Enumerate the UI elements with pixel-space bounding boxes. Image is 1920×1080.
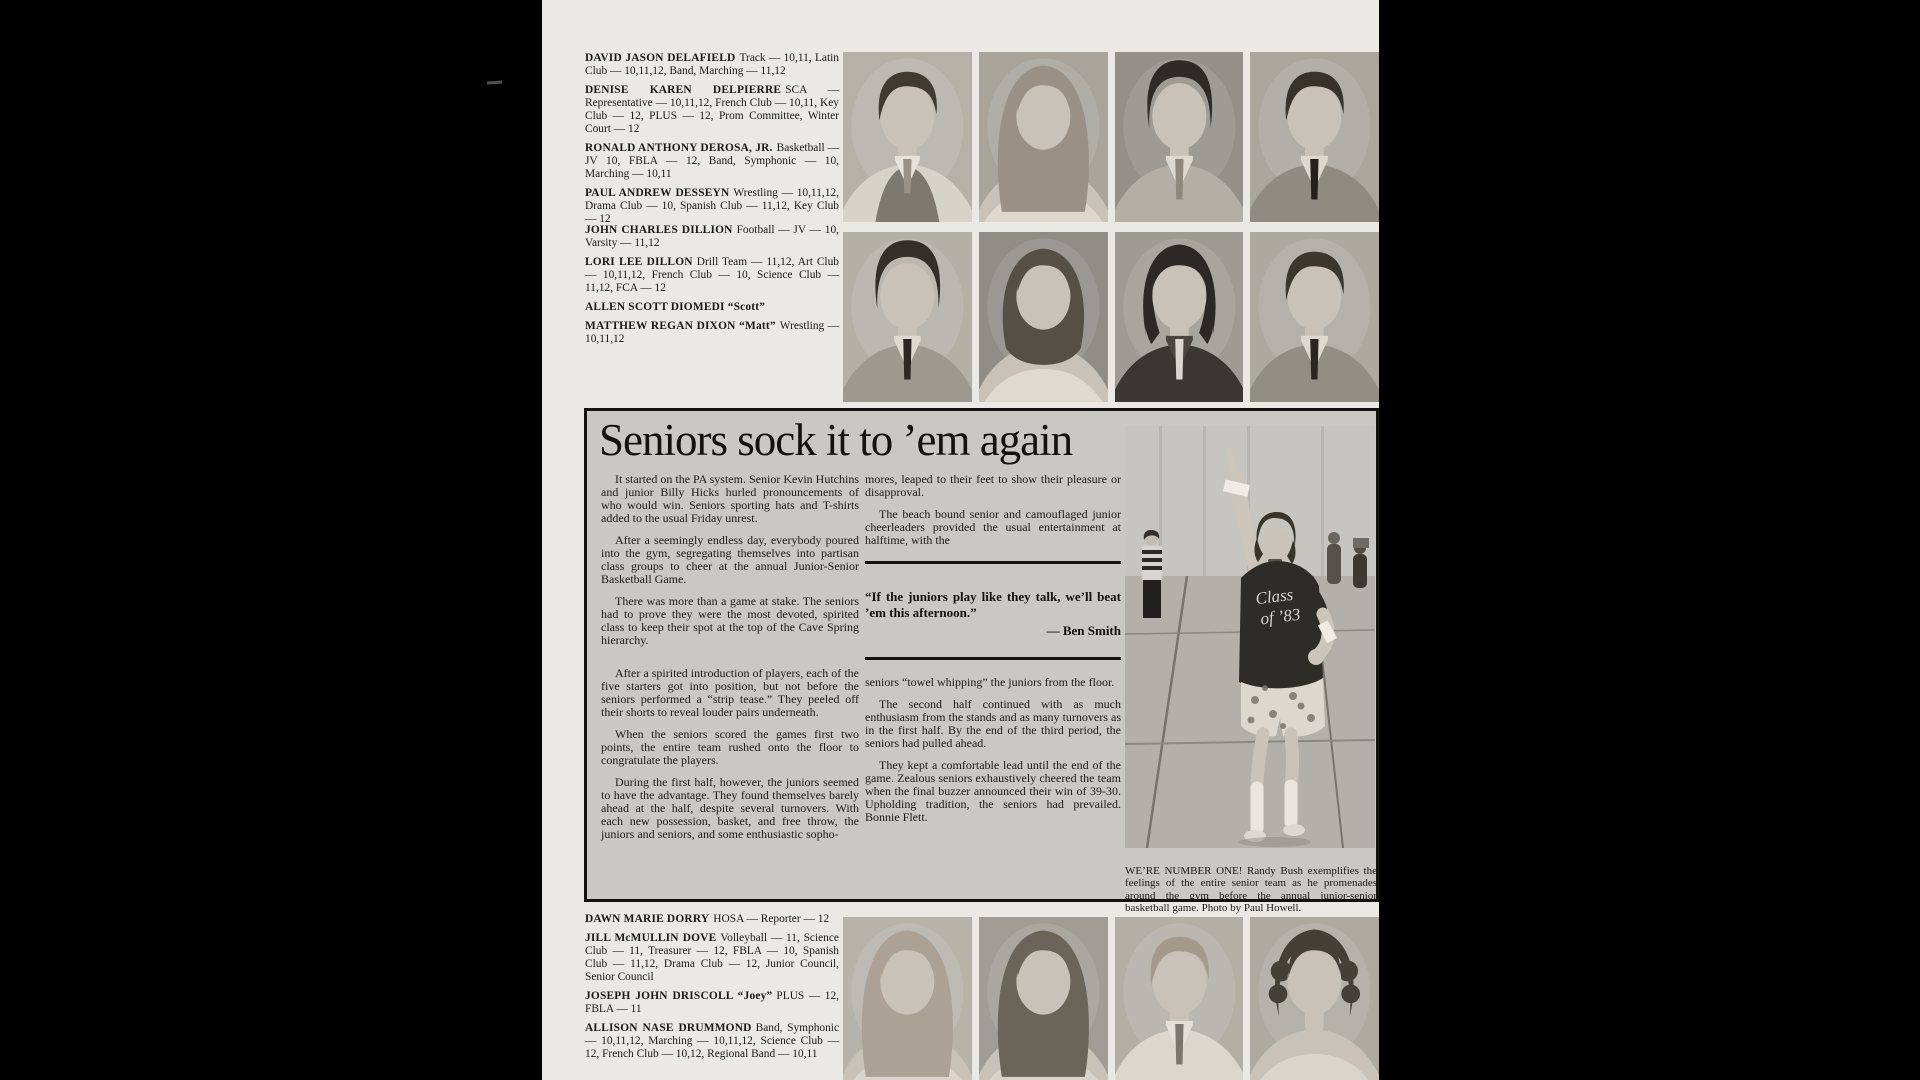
bio-entry [585, 52, 839, 78]
article-paragraph: After a spirited introduction of players, each of the five starters got into position, but not before the seniors performed a “strip tease.” They peeled off their shorts to reveal louder pairs underneath. [601, 666, 859, 719]
student-activities: Band, Symphonic — 10,11,12, Marching — 10,11,12, Science Club — 12, French Club — 10,12, Regional Band — 10,11 [585, 1022, 839, 1060]
student-name: PAUL ANDREW DESSEYN [585, 187, 730, 199]
student-name: DENISE KAREN DELPIERRE [585, 84, 782, 96]
bio-list-top-1 [585, 52, 839, 232]
article-paragraph: It started on the PA system. Senior Kevin Hutchins and junior Billy Hicks hurled pronouncements of who would win. Seniors sporting hats and T-shirts added to the usual Friday unrest. [601, 472, 859, 525]
student-name: ALLISON NASE DRUMMOND [585, 1022, 752, 1034]
portrait-illustration [979, 232, 1108, 402]
article-paragraph: When the seniors scored the games first two points, the entire team rushed onto the floor to congratulate the players. [601, 727, 859, 767]
scan-speck [487, 80, 502, 84]
bio-entry [585, 187, 839, 226]
portrait-grid-top [843, 52, 1379, 402]
article-paragraph: After a seemingly endless day, everybody poured into the gym, segregating themselves into partisan class groups to cheer at the annual Junior-Senior Basketball Game. [601, 533, 859, 586]
gym-photo-illustration [1125, 426, 1375, 848]
student-name: LORI LEE DILLON [585, 256, 693, 268]
student-name: JOHN CHARLES DILLION [585, 224, 733, 236]
student-activities: Track — 10,11, Latin Club — 10,11,12, Band, Marching — 11,12 [585, 52, 839, 77]
article-paragraph: seniors “towel whipping” the juniors from the floor. [865, 675, 1115, 689]
portrait-illustration [979, 52, 1108, 222]
bio-entry [585, 224, 839, 250]
bio-list-bottom [585, 913, 839, 1067]
pull-quote-rule-top [865, 561, 1121, 564]
portrait-illustration [1115, 917, 1244, 1080]
photo-caption: WE’RE NUMBER ONE! Randy Bush exemplifies the feelings of the entire senior team as he promenades around the gym before the annual junior-senior basketball game. Photo by Paul Howell. [1125, 865, 1377, 915]
student-activities: Drill Team — 11,12, Art Club — 10,11,12, French Club — 10, Science Club — 11,12, FCA — 12 [585, 256, 839, 294]
bio-entry [585, 301, 839, 314]
portrait-photo [979, 52, 1108, 222]
pull-quote-rule-bottom [865, 657, 1121, 660]
portrait-photo [1250, 917, 1379, 1080]
student-activities: Football — JV — 10, Varsity — 11,12 [585, 224, 839, 249]
bio-entry [585, 913, 839, 926]
bio-entry [585, 932, 839, 984]
student-name: DAVID JASON DELAFIELD [585, 52, 736, 64]
portrait-photo [1115, 917, 1244, 1080]
portrait-photo [979, 917, 1108, 1080]
article-column-1 [601, 473, 859, 850]
bio-entry [585, 990, 839, 1016]
article-paragraph: The second half continued with as much enthusiasm from the stands and as many turnovers as in the first half. By the end of the third period, the seniors had pulled ahead. [865, 697, 1121, 750]
article-paragraph: There was more than a game at stake. The seniors had to prove they were the most devoted, spirited class to keep their spot at the top of the Cave Spring hierarchy. [601, 594, 859, 647]
student-name: RONALD ANTHONY DEROSA, JR. [585, 142, 773, 154]
student-activities: Wrestling — 10,11,12 [585, 320, 839, 345]
pull-quote [865, 561, 1121, 660]
portrait-illustration [843, 52, 972, 222]
student-activities: SCA — Representative — 10,11,12, French Club — 10,11, Key Club — 12, PLUS — 12, Prom Committee, Winter Court — 12 [585, 84, 839, 135]
student-name: DAWN MARIE DORRY [585, 913, 710, 925]
bio-entry [585, 1022, 839, 1061]
portrait-photo [843, 917, 972, 1080]
bio-list-top-2 [585, 224, 839, 352]
portrait-photo [1115, 232, 1244, 402]
article-paragraph: mores, leaped to their feet to show their pleasure or disapproval. [865, 472, 1121, 499]
student-name: JOSEPH JOHN DRISCOLL “Joey” [585, 990, 773, 1002]
student-name: MATTHEW REGAN DIXON “Matt” [585, 320, 776, 332]
portrait-illustration [1250, 232, 1379, 402]
shirt-text-line2: of ’83 [1259, 604, 1302, 629]
portrait-grid-bottom [843, 917, 1379, 1080]
portrait-illustration [1250, 52, 1379, 222]
portrait-illustration [979, 917, 1108, 1080]
portrait-illustration [843, 917, 972, 1080]
portrait-photo [979, 232, 1108, 402]
pull-quote-text: “If the juniors play like they talk, we’ll beat ’em this afternoon.” [865, 589, 1121, 620]
portrait-photo [843, 232, 972, 402]
portrait-illustration [1250, 917, 1379, 1080]
student-activities: Basketball — JV 10, FBLA — 12, Band, Symphonic — 10, Marching — 10,11 [585, 142, 839, 180]
bio-entry [585, 84, 839, 136]
feature-article [584, 408, 1379, 915]
article-photo [1125, 426, 1375, 848]
student-name: JILL McMULLIN DOVE [585, 932, 717, 944]
article-paragraph: They kept a comfortable lead until the end of the game. Zealous seniors exhaustively cheered the team when the final buzzer announced their win of 39-30. Upholding tradition, the seniors had prevailed. Bonnie Flett. [865, 758, 1121, 824]
student-name: ALLEN SCOTT DIOMEDI “Scott” [585, 301, 766, 313]
bio-entry [585, 320, 839, 346]
portrait-illustration [1115, 232, 1244, 402]
portrait-photo [1250, 52, 1379, 222]
student-activities: Wrestling — 10,11,12, Drama Club — 10, Spanish Club — 11,12, Key Club — 12 [585, 187, 839, 225]
portrait-photo [1250, 232, 1379, 402]
bio-entry [585, 142, 839, 181]
yearbook-page [542, 0, 1379, 1080]
student-activities: Volleyball — 11, Science Club — 11, Treasurer — 12, FBLA — 10, Spanish Club — 11,12, Drama Club — 12, Junior Council, Senior Council [585, 932, 839, 983]
student-activities: PLUS — 12, FBLA — 11 [585, 990, 839, 1015]
article-column-2 [865, 473, 1121, 833]
portrait-illustration [1115, 52, 1244, 222]
bio-entry [585, 256, 839, 295]
portrait-photo [843, 52, 972, 222]
portrait-photo [1115, 52, 1244, 222]
pull-quote-attribution: — Ben Smith [1046, 623, 1121, 638]
portrait-illustration [843, 232, 972, 402]
shirt-text-line1: Class [1254, 584, 1295, 609]
article-headline: Seniors sock it to ’em again [599, 415, 1073, 465]
article-paragraph: The beach bound senior and camouflaged junior cheerleaders provided the usual entertainment at halftime, with the [865, 507, 1121, 547]
student-activities: HOSA — Reporter — 12 [713, 913, 830, 925]
article-paragraph: During the first half, however, the juniors seemed to have the advantage. They found themselves barely ahead at the half, despite several turnovers. With each new possession, basket, and free throw, the juniors and seniors, and some enthusiastic sopho- [601, 775, 859, 841]
